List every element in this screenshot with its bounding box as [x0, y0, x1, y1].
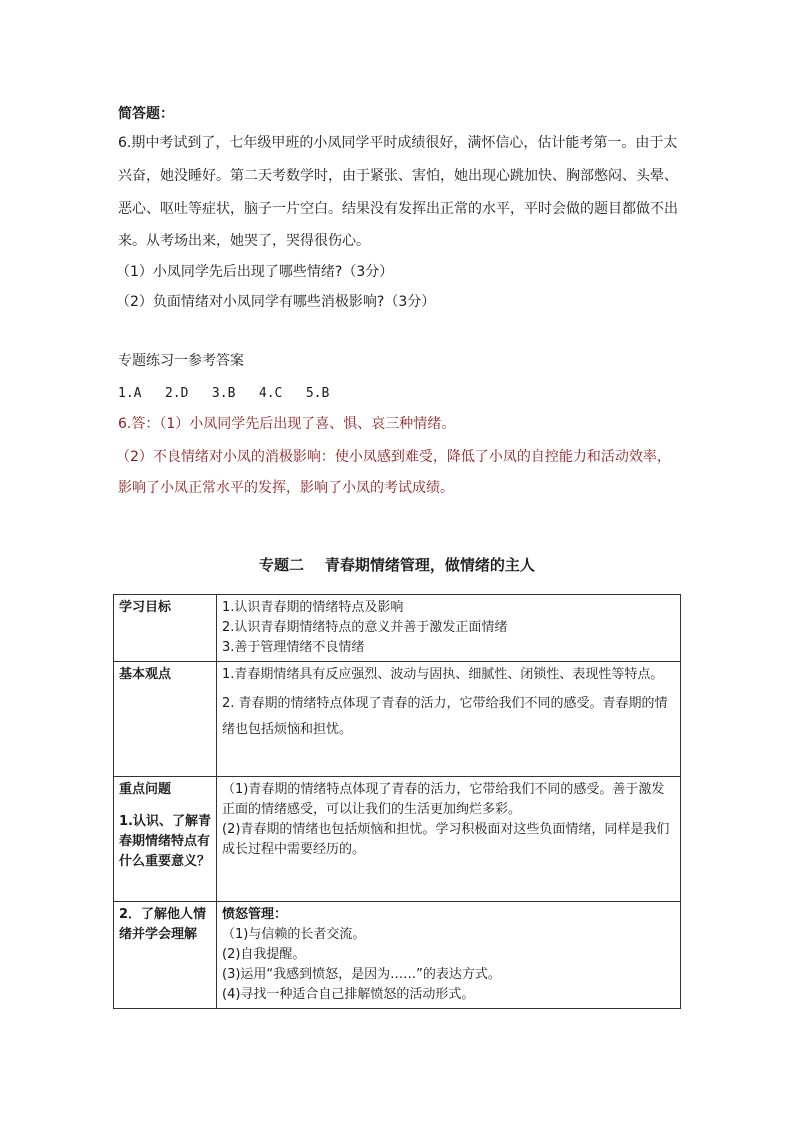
viewpoint-paragraph: 1.青春期情绪具有反应强烈、波动与固执、细腻性、闭锁性、表现性等特点。 — [222, 667, 664, 682]
key-question-text: 1.认识、了解青春期情绪特点有什么重要意义？ — [119, 814, 211, 869]
objective-item: 1.认识青春期的情绪特点及影响 — [222, 600, 404, 615]
table-row — [114, 902, 681, 1009]
key-question-paragraph: （1)青春期的情绪特点体现了青春的活力，它带给我们不同的感受。善于激发正面的情绪感受，可以让我们的生活更加绚烂多彩。 — [222, 782, 665, 817]
sub-question-1: （1）小凤同学先后出现了哪些情绪?（3分） — [116, 264, 394, 280]
objectives-cell — [217, 595, 681, 662]
anger-management-item: (3)运用“我感到愤怒，是因为……”的表达方式。 — [222, 967, 501, 982]
key-question-cell — [217, 777, 681, 902]
question-line-2: 兴奋，她没睡好。第二天考数学时，由于紧张、害怕，她出现心跳加快、胸部憋闷、头晕、 — [118, 168, 678, 184]
answer-6-part-2-line-2: 影响了小凤正常水平的发挥，影响了小凤的考试成绩。 — [118, 480, 454, 496]
objective-item: 2.认识青春期情绪特点的意义并善于激发正面情绪 — [222, 620, 508, 635]
row-label-understanding: 2．了解他人情绪并学会理解 — [114, 902, 217, 1009]
choice-answers: 1.A 2.D 3.B 4.C 5.B — [118, 386, 330, 401]
key-question-paragraph: (2)青春期的情绪也包括烦恼和担忧。学习积极面对这些负面情绪，同样是我们成长过程中需要经历的。 — [222, 822, 670, 857]
anger-management-item: (2)自我提醒。 — [222, 947, 306, 962]
table-row — [114, 595, 681, 662]
anger-management-item: （1)与信赖的长者交流。 — [222, 927, 366, 942]
anger-management-item: (4)寻找一种适合自己排解愤怒的活动形式。 — [222, 987, 475, 1002]
sub-question-2: （2）负面情绪对小凤同学有哪些消极影响?（3分） — [116, 294, 436, 310]
answer-6-part-2-line-1: （2）不良情绪对小凤的消极影响：使小凤感到难受，降低了小凤的自控能力和活动效率， — [116, 449, 671, 465]
table-row — [114, 777, 681, 902]
viewpoints-cell — [217, 662, 681, 777]
question-line-3: 恶心、呕吐等症状，脑子一片空白。结果没有发挥出正常的水平，平时会做的题目都做不出 — [118, 201, 678, 217]
question-line-4: 来。从考场出来，她哭了，哭得很伤心。 — [118, 233, 370, 249]
question-line-1: 6.期中考试到了，七年级甲班的小凤同学平时成绩很好，满怀信心，估计能考第一。由于太 — [118, 135, 678, 151]
topic-title: 专题二 青春期情绪管理，做情绪的主人 — [259, 556, 535, 574]
table-row — [114, 662, 681, 777]
anger-management-heading: 愤怒管理： — [222, 907, 288, 922]
answers-heading: 专题练习一参考答案 — [118, 353, 244, 369]
anger-management-cell — [217, 902, 681, 1009]
viewpoint-paragraph: 2. 青春期的情绪特点体现了青春的活力，它带给我们不同的感受。青春期的情绪也包括烦恼和担忧。 — [222, 696, 668, 737]
study-table — [113, 594, 681, 1009]
row-label-objectives: 学习目标 — [114, 595, 217, 662]
key-question-label: 重点问题 — [119, 782, 172, 797]
row-label-viewpoints: 基本观点 — [114, 662, 217, 777]
row-label-key-question — [114, 777, 217, 902]
section-title: 简答题： — [118, 106, 174, 122]
answer-6-part-1: 6.答：（1）小凤同学先后出现了喜、惧、哀三种情绪。 — [118, 416, 456, 432]
objective-item: 3.善于管理情绪不良情绪 — [222, 640, 365, 655]
